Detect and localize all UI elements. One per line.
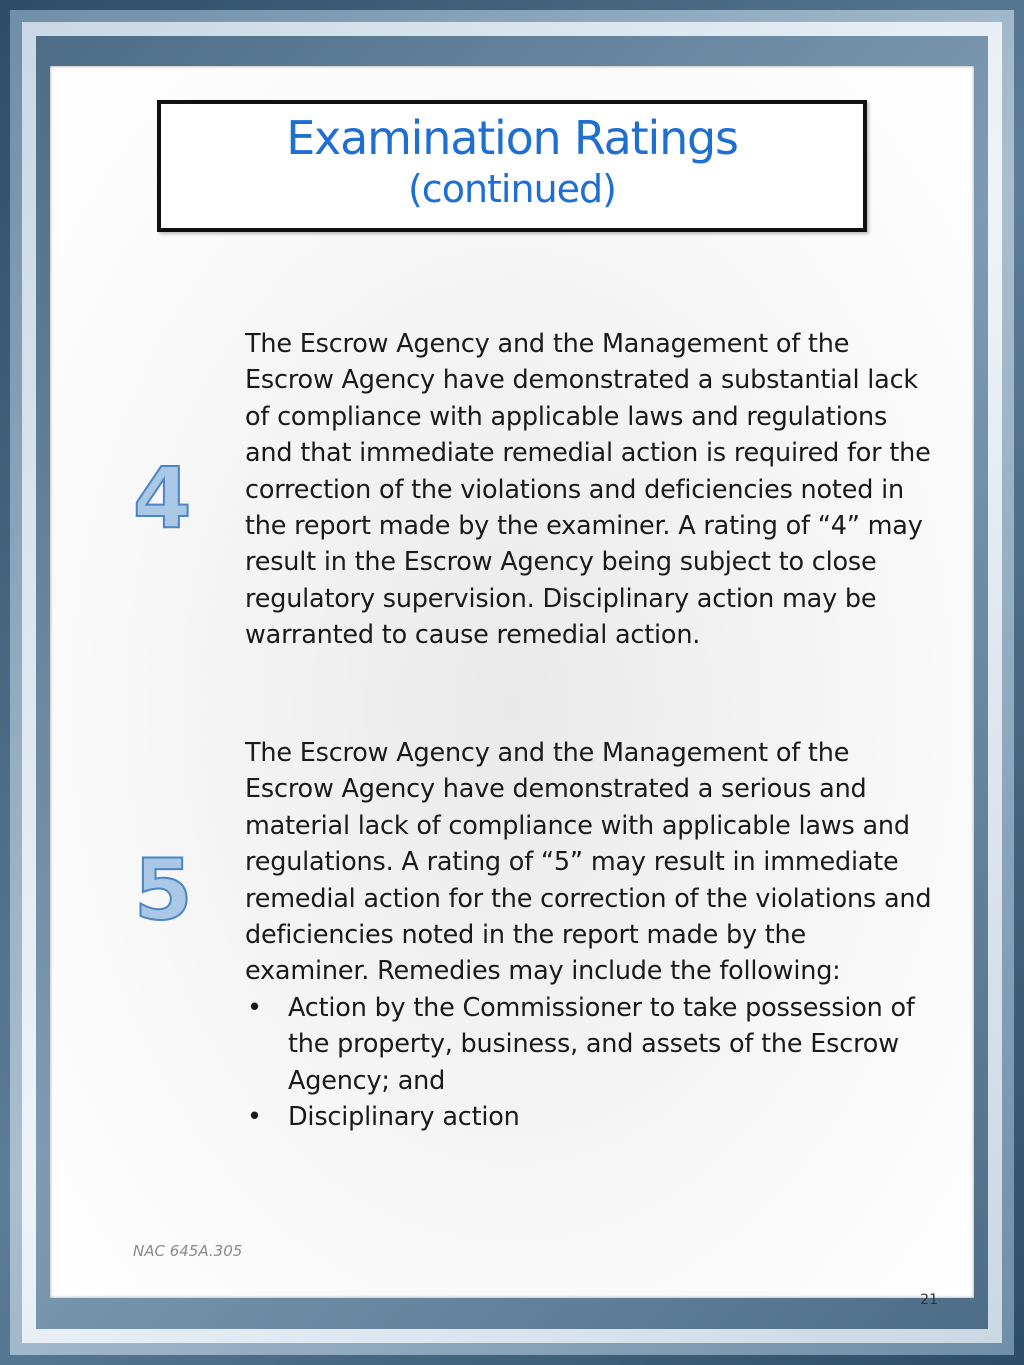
- list-item: [245, 990, 935, 1099]
- slide-subtitle: (continued): [407, 167, 616, 211]
- rating-5-block: [245, 735, 935, 1135]
- title-box: [157, 100, 867, 232]
- rating-number-4: 4: [133, 449, 192, 547]
- page-number: 21: [920, 1292, 938, 1308]
- remedy-text: Disciplinary action: [288, 1102, 520, 1133]
- slide-page: [50, 66, 974, 1308]
- remedy-text: Action by the Commissioner to take possession of the property, business, and assets of the Escrow Agency; and: [288, 992, 915, 1096]
- slide-title: Examination Ratings: [286, 111, 738, 165]
- list-item: [245, 1099, 935, 1135]
- citation: NAC 645A.305: [133, 1242, 243, 1260]
- rating-4-description: The Escrow Agency and the Management of the Escrow Agency have demonstrated a substantial lack of compliance with applicable laws and regulations and that immediate remedial action is required for the correction of the violations and deficiencies noted in the report made by the examiner. A rating of “4” may result in the Escrow Agency being subject to close regulatory supervision. Disciplinary action may be warranted to cause remedial action.: [245, 329, 931, 651]
- bullet-icon: •: [247, 992, 262, 1023]
- rating-number-5: 5: [134, 841, 193, 939]
- rating-5-description: The Escrow Agency and the Management of the Escrow Agency have demonstrated a serious and material lack of compliance with applicable laws and regulations. A rating of “5” may result in immediate remedial action for the correction of the violations and deficiencies noted in the report made by the examiner. Remedies may include the following:: [245, 738, 932, 987]
- bullet-icon: •: [247, 1102, 262, 1133]
- remedies-list: [245, 990, 935, 1136]
